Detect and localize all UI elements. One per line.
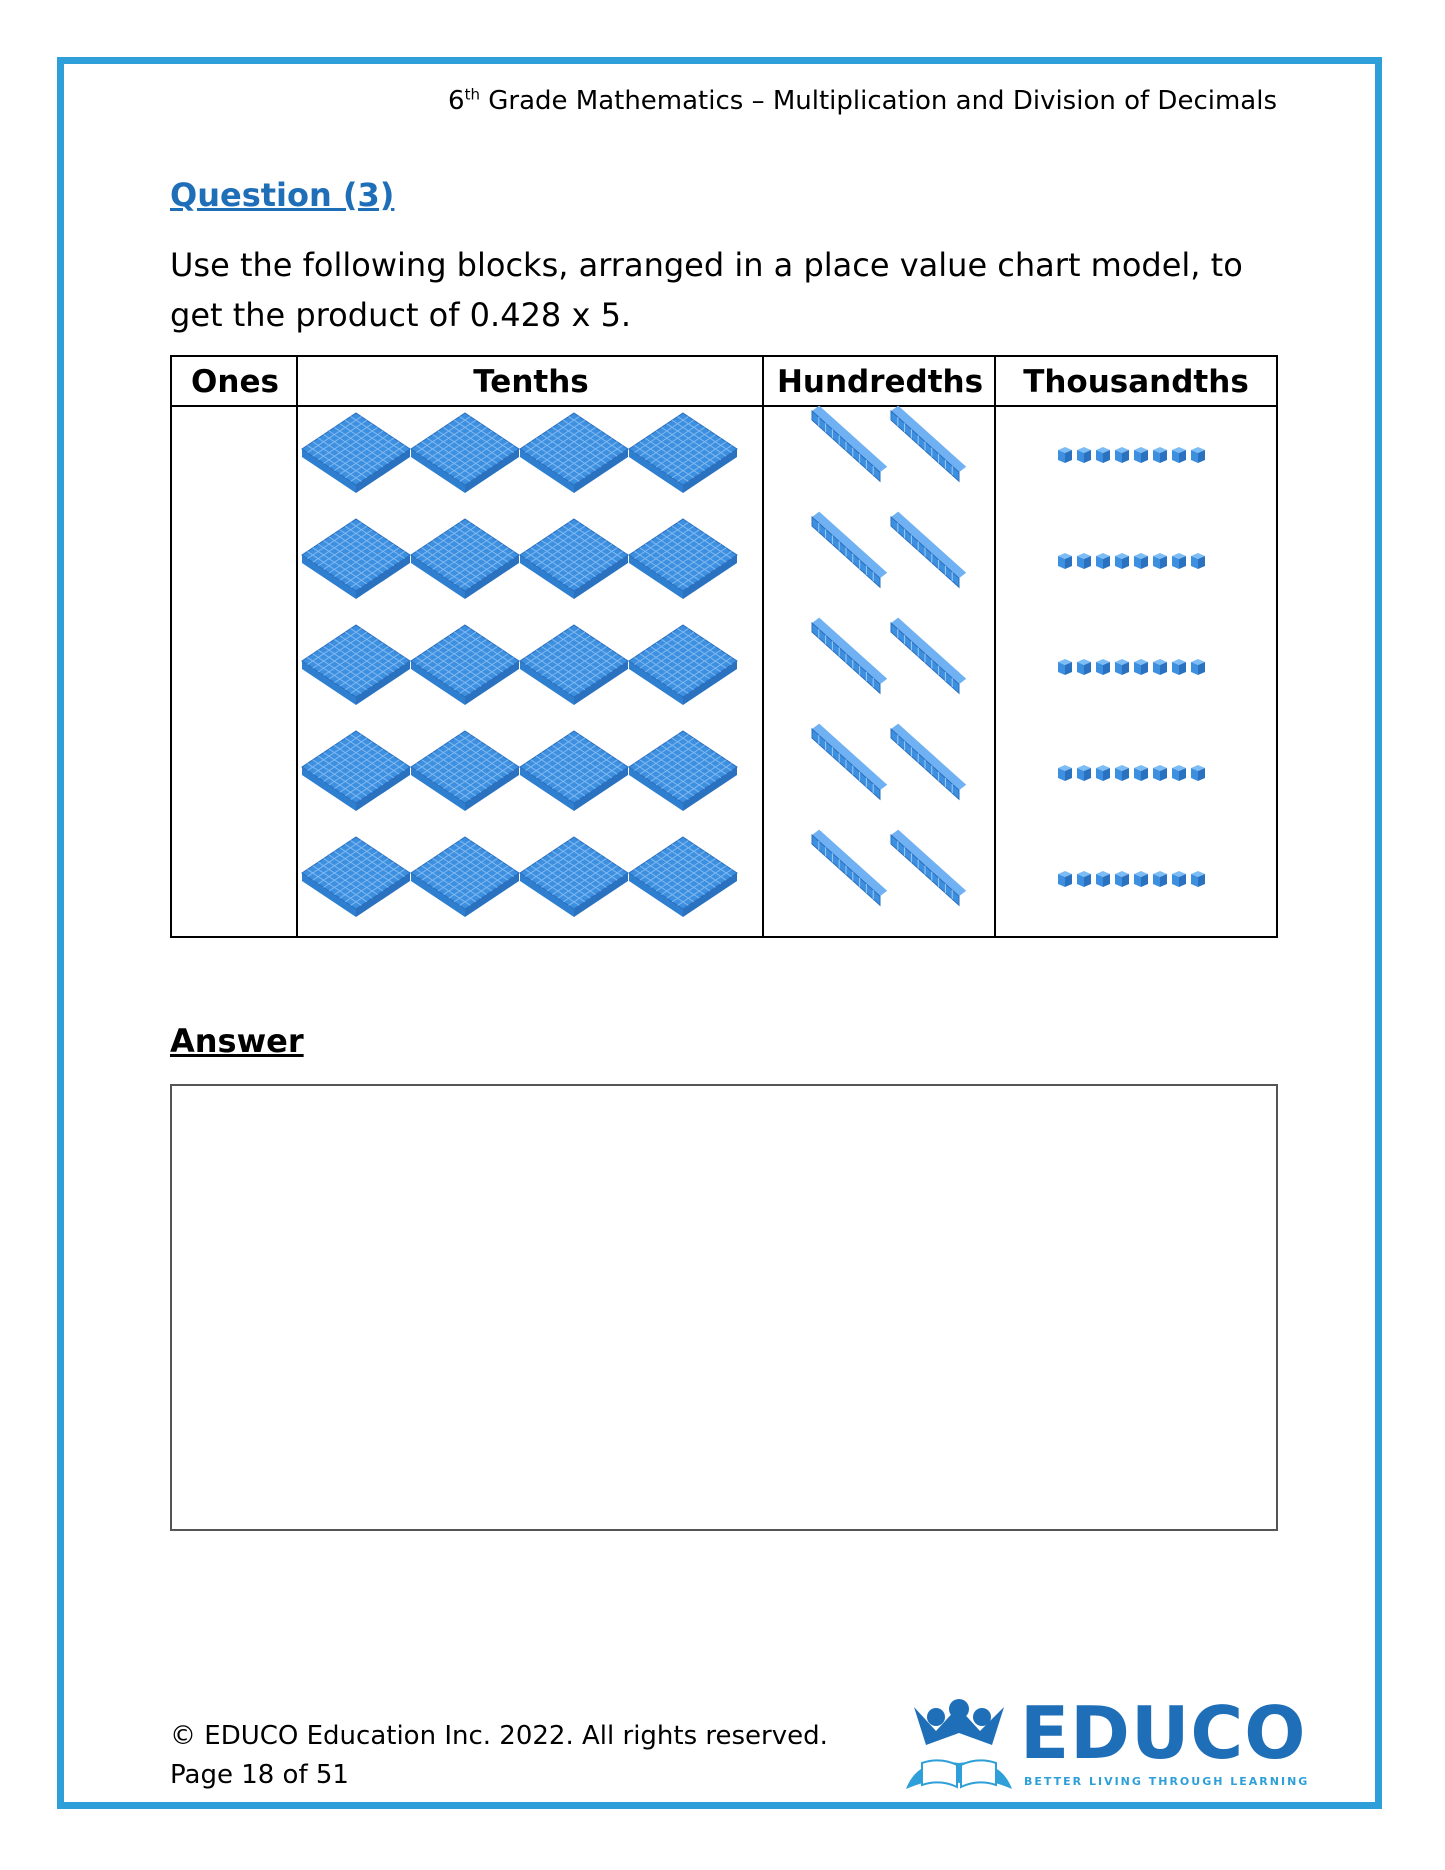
header-grade-suffix: th bbox=[464, 85, 480, 104]
page-number: Page 18 of 51 bbox=[170, 1760, 349, 1790]
thousandths-unit-cube bbox=[1115, 659, 1129, 675]
tenths-flat-block bbox=[629, 837, 737, 917]
thousandths-unit-cube bbox=[1096, 871, 1110, 887]
thousandths-unit-cube bbox=[1153, 447, 1167, 463]
tenths-flat-block bbox=[411, 625, 519, 705]
thousandths-unit-cube bbox=[1077, 447, 1091, 463]
thousandths-unit-cube bbox=[1191, 659, 1205, 675]
thousandths-unit-cube bbox=[1172, 765, 1186, 781]
tenths-flat-block bbox=[302, 625, 410, 705]
thousandths-unit-cube bbox=[1115, 871, 1129, 887]
header-title: Grade Mathematics – Multiplication and Division of Decimals bbox=[479, 86, 1277, 116]
copyright-text: © EDUCO Education Inc. 2022. All rights reserved. bbox=[170, 1721, 828, 1751]
hundredths-rod-block bbox=[891, 512, 966, 588]
hundredths-rod-block bbox=[891, 830, 966, 906]
hundredths-rod-block bbox=[891, 406, 966, 482]
educo-logo bbox=[900, 1691, 1310, 1797]
thousandths-unit-cube bbox=[1058, 871, 1072, 887]
thousandths-unit-cube bbox=[1172, 871, 1186, 887]
tenths-flat-block bbox=[302, 837, 410, 917]
thousandths-unit-cube bbox=[1077, 765, 1091, 781]
tenths-flat-block bbox=[302, 731, 410, 811]
tenths-flat-block bbox=[411, 519, 519, 599]
thousandths-unit-cube bbox=[1134, 871, 1148, 887]
tenths-flat-block bbox=[411, 731, 519, 811]
thousandths-unit-cube bbox=[1172, 447, 1186, 463]
hundredths-rod-block bbox=[812, 830, 887, 906]
thousandths-unit-cube bbox=[1058, 553, 1072, 569]
answer-box[interactable] bbox=[170, 1084, 1278, 1531]
thousandths-unit-cube bbox=[1096, 553, 1110, 569]
question-title: Question (3) bbox=[170, 176, 395, 214]
thousandths-unit-cube bbox=[1172, 553, 1186, 569]
thousandths-unit-cube bbox=[1115, 447, 1129, 463]
thousandths-unit-cube bbox=[1134, 553, 1148, 569]
header-grade-number: 6 bbox=[448, 86, 465, 116]
hundredths-rod-block bbox=[812, 512, 887, 588]
hundredths-rod-block bbox=[891, 618, 966, 694]
place-value-chart bbox=[170, 355, 1278, 938]
thousandths-unit-cube bbox=[1153, 659, 1167, 675]
thousandths-unit-cube bbox=[1058, 447, 1072, 463]
logo-tagline: BETTER LIVING THROUGH LEARNING bbox=[1024, 1775, 1310, 1788]
tenths-flat-block bbox=[302, 413, 410, 493]
tenths-flat-block bbox=[520, 625, 628, 705]
tenths-flat-block bbox=[411, 837, 519, 917]
tenths-flat-block bbox=[629, 413, 737, 493]
tenths-flat-block bbox=[411, 413, 519, 493]
thousandths-unit-cube bbox=[1096, 447, 1110, 463]
thousandths-unit-cube bbox=[1115, 765, 1129, 781]
header-hundredths: Hundredths bbox=[764, 357, 996, 407]
question-text: Use the following blocks, arranged in a place value chart model, to get the product of 0.428 x 5. bbox=[170, 246, 1243, 334]
thousandths-unit-cube bbox=[1153, 553, 1167, 569]
tenths-flat-block bbox=[629, 519, 737, 599]
thousandths-unit-cube bbox=[1134, 765, 1148, 781]
header-thousandths: Thousandths bbox=[996, 357, 1276, 407]
thousandths-unit-cube bbox=[1153, 871, 1167, 887]
tenths-flat-block bbox=[520, 413, 628, 493]
thousandths-unit-cube bbox=[1172, 659, 1186, 675]
tenths-flat-block bbox=[520, 731, 628, 811]
thousandths-unit-cube bbox=[1191, 871, 1205, 887]
thousandths-unit-cube bbox=[1077, 871, 1091, 887]
thousandths-unit-cube bbox=[1077, 659, 1091, 675]
hundredths-rod-block bbox=[891, 724, 966, 800]
thousandths-unit-cube bbox=[1191, 765, 1205, 781]
tenths-flat-block bbox=[629, 731, 737, 811]
tenths-flat-block bbox=[302, 519, 410, 599]
thousandths-unit-cube bbox=[1134, 659, 1148, 675]
tenths-flat-block bbox=[520, 837, 628, 917]
hundredths-rod-block bbox=[812, 618, 887, 694]
thousandths-unit-cube bbox=[1153, 765, 1167, 781]
hundredths-rod-block bbox=[812, 406, 887, 482]
thousandths-unit-cube bbox=[1096, 765, 1110, 781]
tenths-flat-block bbox=[629, 625, 737, 705]
header-tenths: Tenths bbox=[298, 357, 764, 407]
hundredths-rod-block bbox=[812, 724, 887, 800]
thousandths-unit-cube bbox=[1134, 447, 1148, 463]
tenths-flat-block bbox=[520, 519, 628, 599]
footer bbox=[170, 1717, 828, 1795]
logo-wordmark: EDUCO bbox=[1020, 1691, 1307, 1775]
thousandths-unit-cube bbox=[1191, 447, 1205, 463]
header-ones: Ones bbox=[172, 357, 298, 407]
thousandths-unit-cube bbox=[1096, 659, 1110, 675]
thousandths-unit-cube bbox=[1115, 553, 1129, 569]
thousandths-unit-cube bbox=[1191, 553, 1205, 569]
thousandths-unit-cube bbox=[1058, 659, 1072, 675]
base-ten-blocks bbox=[172, 357, 1276, 936]
thousandths-unit-cube bbox=[1058, 765, 1072, 781]
answer-title: Answer bbox=[170, 1022, 304, 1060]
page-header bbox=[430, 86, 1277, 116]
thousandths-unit-cube bbox=[1077, 553, 1091, 569]
educo-emblem-icon bbox=[900, 1697, 1018, 1797]
